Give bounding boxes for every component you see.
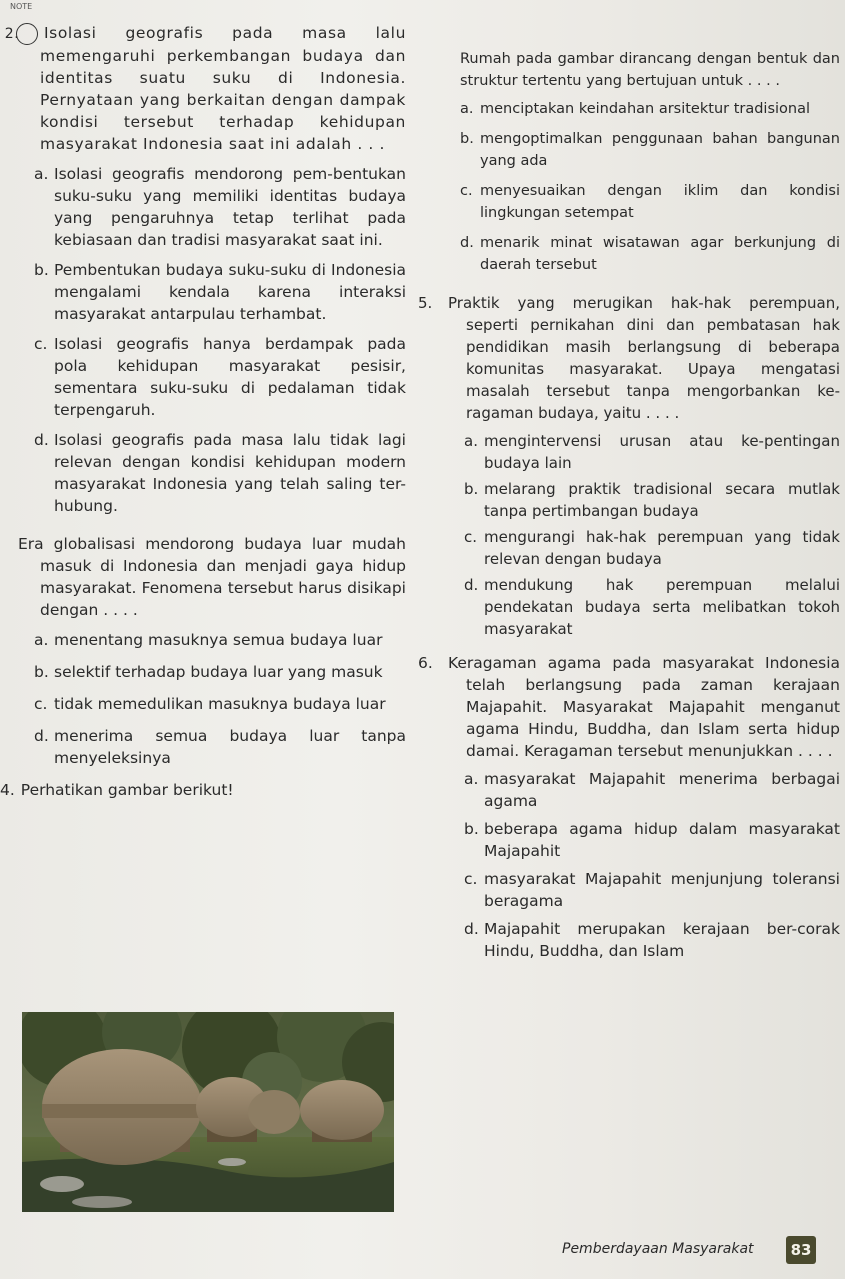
corner-mark: NOTE — [10, 2, 33, 11]
option-a[interactable]: a. mengintervensi urusan atau ke-pentingan budaya lain — [464, 432, 840, 472]
options-list — [442, 98, 840, 276]
page-number: 83 — [786, 1236, 816, 1264]
option-d[interactable]: d. mendukung hak perempuan melalui pendekatan budaya serta melibatkan tokoh masyarakat — [464, 576, 840, 638]
honai-houses-photo — [22, 1012, 394, 1212]
question-2 — [6, 22, 406, 517]
option-a[interactable]: a. menciptakan keindahan arsitektur tradisional — [460, 101, 811, 117]
right-column — [418, 48, 840, 962]
question-number: 2. — [16, 23, 38, 45]
option-c[interactable]: c. masyarakat Majapahit menjunjung toleransi beragama — [464, 870, 840, 910]
option-c[interactable]: c. menyesuaikan dengan iklim dan kondisi lingkungan setempat — [460, 183, 840, 221]
option-a[interactable]: a. menentang masuknya semua budaya luar — [34, 631, 383, 649]
question-text: Era globalisasi mendorong budaya luar mudah masuk di Indonesia dan menjadi gaya hidup masyarakat. Fenomena tersebut harus disikapi dengan . . . . — [18, 535, 406, 619]
question-number: 4. — [0, 781, 15, 799]
question-3 — [6, 533, 406, 769]
option-a[interactable]: a. Isolasi geografis mendorong pem-bentukan suku-suku yang memiliki identitas budaya yang pengaruhnya tetap terlihat pada kebiasaan dan tradisi masyarakat saat ini. — [34, 165, 406, 249]
option-d[interactable]: d. Majapahit merupakan kerajaan ber-corak Hindu, Buddha, dan Islam — [464, 920, 840, 960]
option-c[interactable]: c. mengurangi hak-hak perempuan yang tidak relevan dengan budaya — [464, 528, 840, 568]
question-4-continued — [442, 48, 840, 276]
options-list — [6, 163, 406, 517]
option-d[interactable]: d. menarik minat wisatawan agar berkunjung di daerah tersebut — [460, 235, 840, 273]
options-list — [442, 430, 840, 640]
option-b[interactable]: b. Pembentukan budaya suku-suku di Indonesia mengalami kendala karena interaksi masyarakat antarpulau terhambat. — [34, 261, 406, 323]
question-text: Keragaman agama pada masyarakat Indonesia telah berlangsung pada zaman kerajaan Majapahit. Masyarakat Majapahit menganut agama Hindu, Buddha, dan Islam serta hidup damai. Keragaman tersebut menunjukkan . . . . — [448, 654, 840, 760]
question-5: 5. Praktik yang merugikan hak-hak perempuan, seperti pernikahan dini dan pembatasan hak pendidikan masih berlangsung di beberapa komunitas masyarakat. Upaya mengatasi masalah tersebut tanpa mengorbankan ke-ragaman budaya, yaitu . . . . a. mengintervensi urusan atau ke-pentingan budaya lain b. melarang praktik tradisional secara mutlak tanpa pertimbangan budaya c. mengurangi hak-hak perempuan yang tidak relevan dengan budaya d. mendukung hak perempuan melalui pendekatan budaya serta melibatkan tokoh masyarakat — [418, 294, 840, 638]
option-b[interactable]: b. mengoptimalkan penggunaan bahan bangunan yang ada — [460, 131, 840, 169]
question-text: Rumah pada gambar dirancang dengan bentuk dan struktur tertentu yang bertujuan untuk . . . . — [460, 51, 840, 89]
left-column — [0, 22, 406, 801]
honai-houses-illustration — [22, 1012, 394, 1212]
footer-chapter-title: Pemberdayaan Masyarakat — [562, 1241, 754, 1257]
question-text: Perhatikan gambar berikut! — [20, 781, 234, 799]
options-list — [442, 768, 840, 962]
option-d[interactable]: d. menerima semua budaya luar tanpa menyeleksinya — [34, 727, 406, 767]
options-list — [6, 629, 406, 769]
question-text: Praktik yang merugikan hak-hak perempuan, seperti pernikahan dini dan pembatasan hak pendidikan masih berlangsung di beberapa komunitas masyarakat. Upaya mengatasi masalah tersebut tanpa mengorbankan ke-ragaman budaya, yaitu . . . . — [448, 294, 840, 422]
option-d[interactable]: d. Isolasi geografis pada masa lalu tidak lagi relevan dengan kondisi kehidupan modern masyarakat Indonesia yang telah saling ter-hubung. — [34, 431, 406, 515]
option-b[interactable]: b. melarang praktik tradisional secara mutlak tanpa pertimbangan budaya — [464, 480, 840, 520]
option-b[interactable]: b. selektif terhadap budaya luar yang masuk — [34, 663, 383, 681]
question-text: Isolasi geografis pada masa lalu memengaruhi perkembangan budaya dan identitas suatu suku di Indonesia. Pernyataan yang berkaitan dengan dampak kondisi tersebut terhadap kehidupan masyarakat Indonesia saat ini adalah . . . — [40, 24, 406, 153]
question-4 — [0, 779, 406, 801]
option-a[interactable]: a. masyarakat Majapahit menerima berbagai agama — [464, 770, 840, 810]
option-c[interactable]: c. Isolasi geografis hanya berdampak pada pola kehidupan masyarakat pesisir, sementara suku-suku di pedalaman tidak terpengaruh. — [34, 335, 406, 419]
option-b[interactable]: b. beberapa agama hidup dalam masyarakat Majapahit — [464, 820, 840, 860]
question-6: 6. Keragaman agama pada masyarakat Indonesia telah berlangsung pada zaman kerajaan Majapahit. Masyarakat Majapahit menganut agama Hindu, Buddha, dan Islam serta hidup damai. Keragaman tersebut menunjukkan . . . . a. masyarakat Majapahit menerima berbagai agama b. beberapa agama hidup dalam masyarakat Majapahit c. masyarakat Majapahit menjunjung toleransi beragama d. Majapahit merupakan kerajaan ber-corak Hindu, Buddha, dan Islam — [418, 654, 840, 960]
option-c[interactable]: c. tidak memedulikan masuknya budaya luar — [34, 695, 386, 713]
